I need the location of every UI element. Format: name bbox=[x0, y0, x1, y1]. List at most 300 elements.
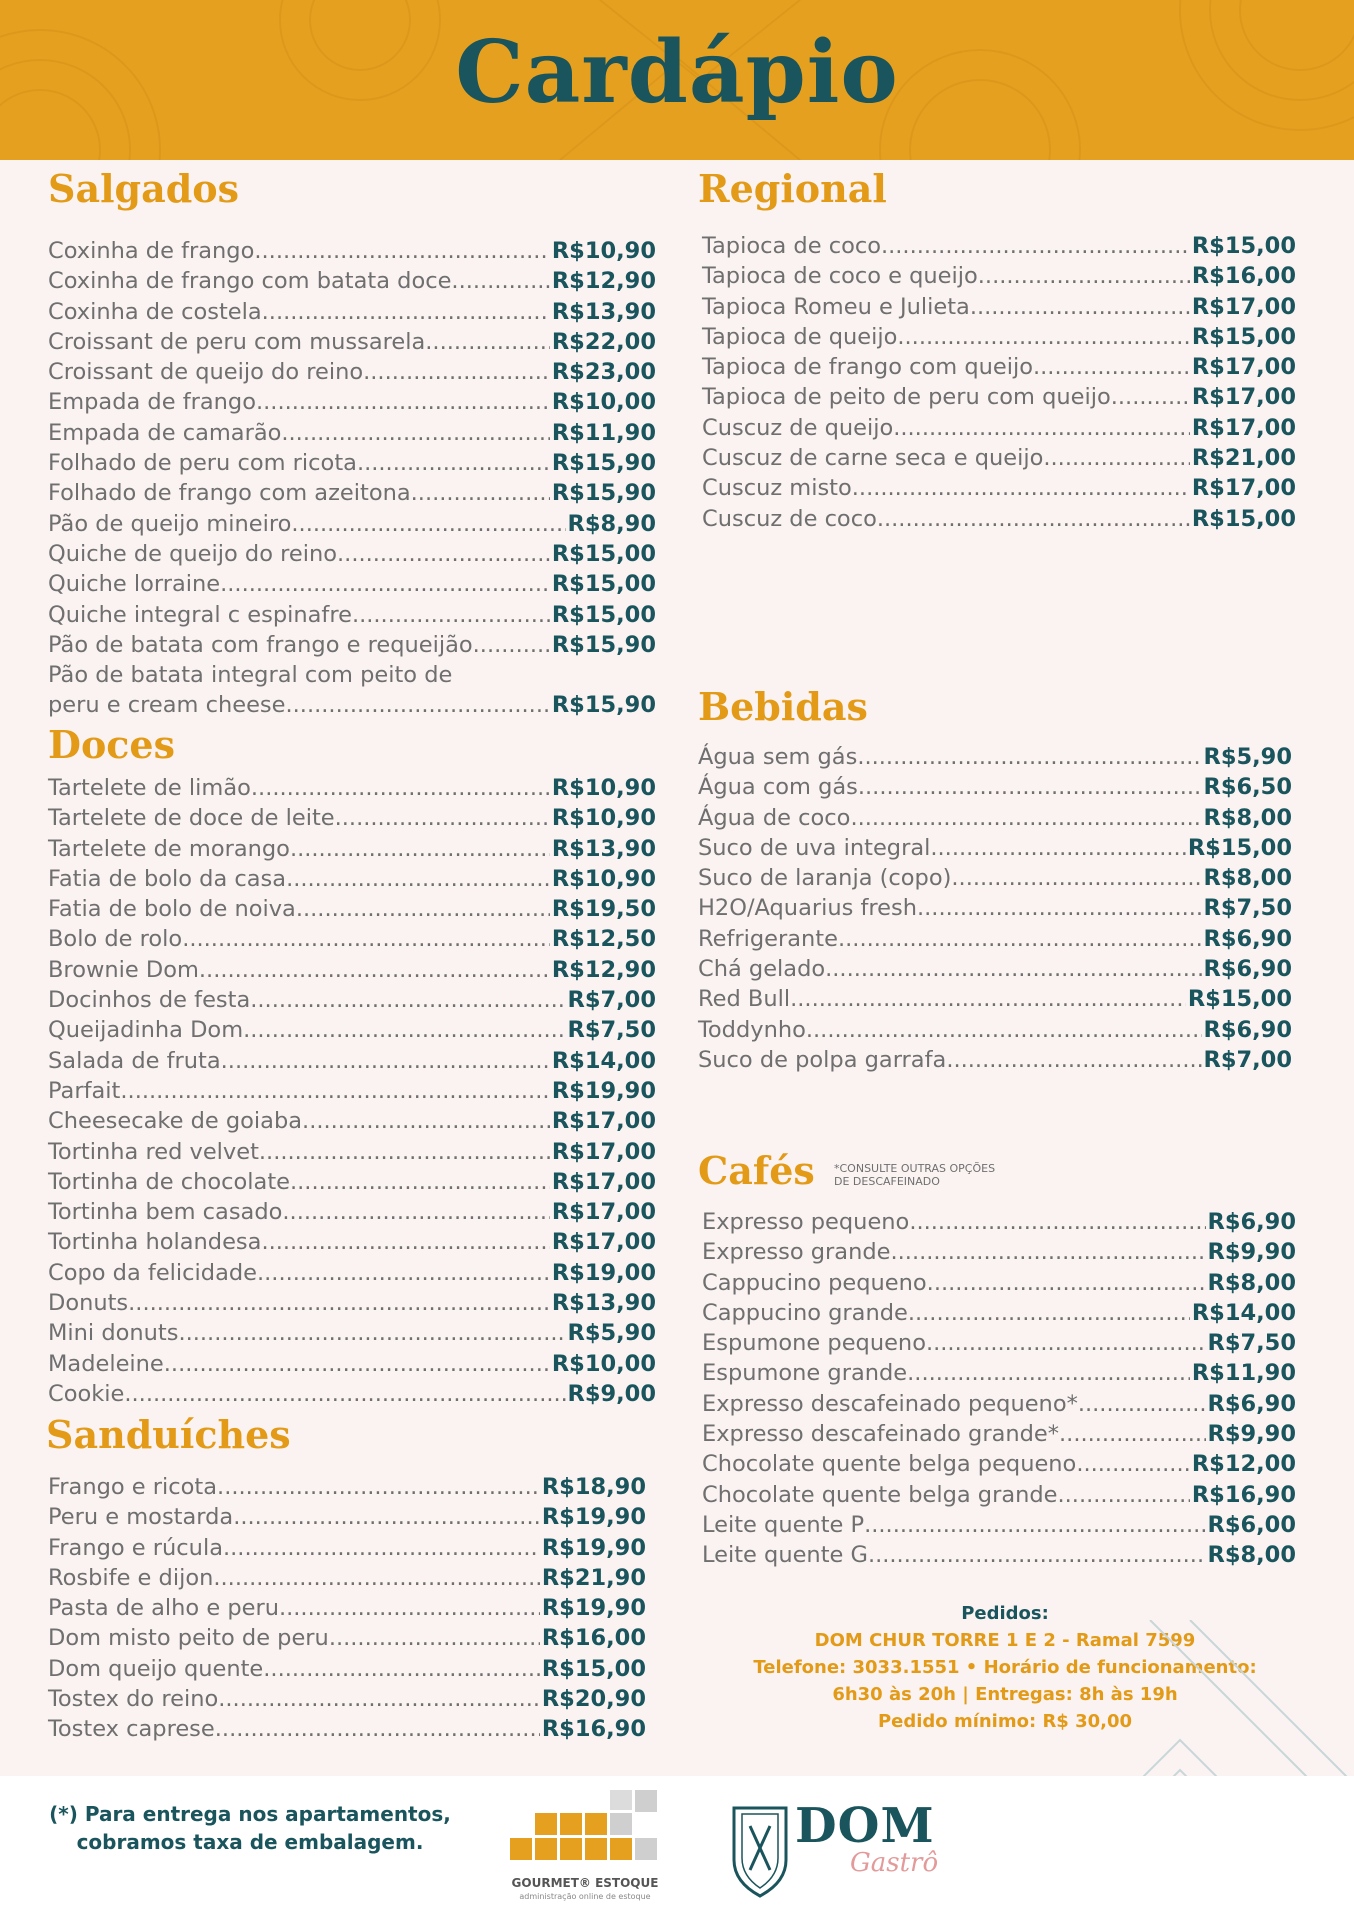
menu-item-price: R$7,50 bbox=[1207, 1330, 1296, 1357]
menu-item-price: R$6,00 bbox=[1207, 1511, 1296, 1538]
menu-item-name: Donuts bbox=[48, 1290, 129, 1317]
dot-leader bbox=[290, 1169, 550, 1195]
dot-leader bbox=[233, 1504, 540, 1530]
dot-leader bbox=[970, 294, 1190, 320]
menu-item-price: R$19,90 bbox=[551, 1077, 656, 1104]
menu-item-name: Empada de frango bbox=[48, 389, 256, 416]
menu-item bbox=[702, 294, 1296, 324]
menu-item-name: Cheesecake de goiaba bbox=[48, 1108, 303, 1135]
menu-item-name: Coxinha de costela bbox=[48, 298, 262, 325]
dot-leader bbox=[451, 268, 549, 294]
menu-item-name: Quiche integral c espinafre bbox=[48, 601, 352, 628]
menu-item-price: R$16,00 bbox=[1191, 263, 1296, 290]
dot-leader bbox=[218, 1686, 540, 1712]
dot-leader bbox=[290, 836, 550, 862]
delivery-note bbox=[40, 1800, 460, 1856]
dot-leader bbox=[282, 1199, 549, 1225]
menu-item-price: R$8,00 bbox=[1203, 865, 1292, 892]
menu-item-price: R$17,00 bbox=[551, 1199, 656, 1226]
menu-item-name: Cappucino pequeno bbox=[702, 1269, 927, 1296]
menu-item-name: Tartelete de morango bbox=[48, 835, 290, 862]
dot-leader bbox=[857, 744, 1201, 770]
menu-item-price: R$17,00 bbox=[1191, 384, 1296, 411]
menu-item-price: R$17,00 bbox=[551, 1138, 656, 1165]
dot-leader bbox=[951, 865, 1201, 891]
dot-leader bbox=[926, 1330, 1206, 1356]
menu-item-name: Água de coco bbox=[698, 804, 851, 831]
dot-leader bbox=[199, 957, 550, 983]
menu-item bbox=[698, 956, 1292, 986]
menu-item-price: R$15,00 bbox=[1187, 986, 1292, 1013]
menu-item-name: Cuscuz de queijo bbox=[702, 414, 894, 441]
menu-item bbox=[48, 238, 656, 268]
menu-item-name: Tapioca Romeu e Julieta bbox=[702, 293, 970, 320]
dot-leader bbox=[1059, 1421, 1205, 1447]
menu-item-name: Frango e rúcula bbox=[48, 1534, 223, 1561]
gourmet-sublabel: administração online de estoque bbox=[519, 1892, 651, 1901]
section-regional-heading: Regional bbox=[698, 166, 887, 211]
menu-item-price: R$6,90 bbox=[1207, 1390, 1296, 1417]
menu-item-name: Cuscuz misto bbox=[702, 475, 852, 502]
dot-leader bbox=[164, 1351, 550, 1377]
dot-leader bbox=[858, 774, 1202, 800]
menu-item bbox=[48, 1199, 656, 1229]
page-title: Cardápio bbox=[455, 22, 899, 123]
dot-leader bbox=[178, 1320, 565, 1346]
dot-leader bbox=[335, 805, 550, 831]
dot-leader bbox=[256, 389, 550, 415]
menu-item-name: Tapioca de coco bbox=[702, 233, 881, 259]
menu-item-price: R$14,00 bbox=[551, 1047, 656, 1074]
dot-leader bbox=[893, 415, 1190, 441]
dot-leader bbox=[930, 835, 1185, 861]
dot-leader bbox=[1076, 1451, 1190, 1477]
menu-item-price: R$17,00 bbox=[551, 1229, 656, 1256]
delivery-note-line2: cobramos taxa de embalagem. bbox=[76, 1830, 424, 1854]
menu-item-price: R$6,50 bbox=[1203, 774, 1292, 801]
menu-item bbox=[702, 1482, 1296, 1512]
menu-item-name: Suco de uva integral bbox=[698, 834, 931, 861]
salgados-list bbox=[48, 238, 656, 723]
section-doces-heading: Doces bbox=[48, 722, 176, 767]
menu-item bbox=[698, 774, 1292, 804]
dot-leader bbox=[850, 805, 1201, 831]
menu-item-name: Toddynho bbox=[698, 1016, 806, 1043]
order-info-line4: Pedido mínimo: R$ 30,00 bbox=[877, 1711, 1133, 1732]
menu-item bbox=[48, 1108, 656, 1138]
menu-item bbox=[48, 1381, 656, 1411]
menu-item-price: R$10,90 bbox=[551, 238, 656, 264]
menu-item-name: Folhado de peru com ricota bbox=[48, 450, 357, 477]
order-info-line2: Telefone: 3033.1551 • Horário de funcionamento: bbox=[753, 1657, 1257, 1678]
menu-item-name: Quiche lorraine bbox=[48, 571, 221, 598]
menu-item-price: R$8,00 bbox=[1203, 804, 1292, 831]
menu-item-name: Fatia de bolo da casa bbox=[48, 865, 287, 892]
cafes-note-line1: *CONSULTE OUTRAS OPÇÕES bbox=[834, 1162, 996, 1175]
menu-item-price: R$9,00 bbox=[567, 1380, 656, 1407]
menu-item-price: R$13,90 bbox=[551, 298, 656, 325]
dot-leader bbox=[909, 1209, 1205, 1235]
menu-item bbox=[698, 1017, 1292, 1047]
cafes-note-line2: DE DESCAFEINADO bbox=[834, 1175, 940, 1188]
menu-item bbox=[702, 324, 1296, 354]
dot-leader bbox=[908, 1300, 1190, 1326]
menu-item-name: Croissant de peru com mussarela bbox=[48, 328, 426, 355]
menu-item-price: R$15,00 bbox=[1191, 233, 1296, 259]
menu-item-name: Empada de camarão bbox=[48, 419, 282, 446]
menu-item-name: Chocolate quente belga grande bbox=[702, 1481, 1058, 1508]
menu-item-price: R$17,00 bbox=[1191, 475, 1296, 502]
menu-item-name: Brownie Dom bbox=[48, 956, 199, 983]
menu-item-price: R$6,90 bbox=[1203, 925, 1292, 952]
menu-item bbox=[698, 865, 1292, 895]
menu-item-name: Tortinha bem casado bbox=[48, 1199, 283, 1226]
dot-leader bbox=[1111, 384, 1190, 410]
menu-item bbox=[698, 926, 1292, 956]
dot-leader bbox=[291, 511, 565, 537]
menu-item bbox=[702, 1421, 1296, 1451]
menu-item-name: Leite quente G bbox=[702, 1542, 868, 1569]
menu-item bbox=[702, 1270, 1296, 1300]
menu-item bbox=[48, 1686, 646, 1716]
menu-item bbox=[48, 775, 656, 805]
menu-item-price: R$10,00 bbox=[551, 389, 656, 416]
menu-item-name: Cuscuz de carne seca e queijo bbox=[702, 445, 1044, 472]
menu-item-price: R$19,50 bbox=[551, 896, 656, 923]
menu-item-name: Espumone grande bbox=[702, 1360, 908, 1387]
dot-leader bbox=[261, 1229, 549, 1255]
menu-item-price: R$16,00 bbox=[541, 1625, 646, 1652]
menu-item bbox=[702, 1512, 1296, 1542]
menu-item-name: Bolo de rolo bbox=[48, 926, 183, 953]
menu-item bbox=[702, 1360, 1296, 1390]
order-info-heading: Pedidos: bbox=[961, 1603, 1049, 1624]
menu-item bbox=[702, 384, 1296, 414]
order-info-line3: 6h30 às 20h | Entregas: 8h às 19h bbox=[832, 1684, 1178, 1705]
menu-item bbox=[48, 511, 656, 541]
menu-item-name: Fatia de bolo de noiva bbox=[48, 896, 296, 923]
menu-item-price: R$19,90 bbox=[541, 1595, 646, 1622]
dot-leader bbox=[302, 1108, 550, 1134]
menu-item bbox=[48, 299, 656, 329]
dot-leader bbox=[946, 1047, 1201, 1073]
menu-item bbox=[48, 926, 656, 956]
menu-item-name: Pão de batata integral com peito de bbox=[48, 662, 453, 689]
menu-item bbox=[48, 359, 656, 389]
sanduiches-list bbox=[48, 1474, 646, 1747]
menu-item-name: Salada de fruta bbox=[48, 1047, 221, 1074]
menu-item bbox=[702, 445, 1296, 475]
menu-item-price: R$17,00 bbox=[1191, 414, 1296, 441]
menu-item bbox=[702, 1239, 1296, 1269]
menu-item-price: R$10,90 bbox=[551, 775, 656, 801]
menu-item-price: R$17,00 bbox=[551, 1108, 656, 1135]
dot-leader bbox=[337, 541, 550, 567]
menu-item-name: Mini donuts bbox=[48, 1320, 179, 1347]
menu-item-name: Red Bull bbox=[698, 986, 791, 1013]
menu-item bbox=[702, 354, 1296, 384]
menu-item-name: Água sem gás bbox=[698, 744, 858, 770]
menu-item-price: R$12,90 bbox=[551, 268, 656, 295]
menu-item-name: Queijadinha Dom bbox=[48, 1017, 244, 1044]
gourmet-label: GOURMET® ESTOQUE bbox=[511, 1876, 659, 1890]
menu-item bbox=[48, 632, 656, 662]
section-bebidas-heading: Bebidas bbox=[698, 684, 868, 729]
menu-item-price: R$20,90 bbox=[541, 1686, 646, 1713]
menu-item-price: R$16,90 bbox=[541, 1716, 646, 1743]
menu-item-price: R$15,00 bbox=[551, 540, 656, 567]
section-salgados-heading: Salgados bbox=[48, 166, 240, 211]
dot-leader bbox=[1078, 1391, 1206, 1417]
dot-leader bbox=[223, 1535, 540, 1561]
menu-item-price: R$23,00 bbox=[551, 359, 656, 386]
menu-item bbox=[698, 1047, 1292, 1077]
menu-item-name: Dom misto peito de peru bbox=[48, 1625, 329, 1652]
menu-item-name: Frango e ricota bbox=[48, 1474, 218, 1500]
dot-leader bbox=[352, 602, 550, 628]
menu-item-price: R$12,90 bbox=[551, 956, 656, 983]
menu-item-multiline-first bbox=[48, 662, 656, 692]
bebidas-list bbox=[698, 744, 1292, 1077]
menu-item-price: R$7,50 bbox=[1203, 895, 1292, 922]
menu-item-name: Tapioca de coco e queijo bbox=[702, 263, 978, 290]
menu-item bbox=[48, 1260, 656, 1290]
menu-item-price: R$15,90 bbox=[551, 692, 656, 719]
menu-item bbox=[702, 415, 1296, 445]
menu-item bbox=[48, 268, 656, 298]
menu-item-name: Croissant de queijo do reino bbox=[48, 359, 364, 386]
dot-leader bbox=[473, 632, 550, 658]
menu-item-price: R$21,90 bbox=[541, 1564, 646, 1591]
menu-item bbox=[702, 475, 1296, 505]
dot-leader bbox=[220, 571, 550, 597]
menu-item bbox=[48, 1565, 646, 1595]
menu-item bbox=[48, 1169, 656, 1199]
menu-item-name: Expresso descafeinado pequeno* bbox=[702, 1390, 1078, 1417]
menu-item-name: Cappucino grande bbox=[702, 1299, 908, 1326]
menu-item-name: Suco de polpa garrafa bbox=[698, 1046, 947, 1073]
menu-item bbox=[48, 1504, 646, 1534]
menu-item-name: Copo da felicidade bbox=[48, 1259, 257, 1286]
menu-item bbox=[48, 957, 656, 987]
dot-leader bbox=[357, 450, 550, 476]
menu-item bbox=[48, 1290, 656, 1320]
menu-item bbox=[48, 571, 656, 601]
menu-item-name: Coxinha de frango bbox=[48, 238, 255, 264]
menu-item-name: Tortinha de chocolate bbox=[48, 1168, 290, 1195]
menu-item-price: R$9,90 bbox=[1207, 1239, 1296, 1266]
dot-leader bbox=[250, 987, 565, 1013]
dot-leader bbox=[838, 926, 1202, 952]
menu-item-price: R$11,90 bbox=[1191, 1360, 1296, 1387]
menu-item bbox=[48, 896, 656, 926]
menu-item-price: R$17,00 bbox=[551, 1168, 656, 1195]
menu-item-price: R$15,00 bbox=[541, 1655, 646, 1682]
menu-item-name: Folhado de frango com azeitona bbox=[48, 480, 411, 507]
menu-item-name: Tapioca de frango com queijo bbox=[702, 354, 1033, 381]
menu-item-price: R$17,00 bbox=[1191, 293, 1296, 320]
menu-item bbox=[48, 1474, 646, 1504]
dot-leader bbox=[897, 324, 1189, 350]
menu-item bbox=[48, 1048, 656, 1078]
dot-leader bbox=[852, 475, 1190, 501]
menu-item bbox=[48, 1229, 656, 1259]
header-banner bbox=[0, 0, 1354, 160]
menu-item-price: R$13,90 bbox=[551, 835, 656, 862]
menu-item bbox=[48, 1656, 646, 1686]
dot-leader bbox=[279, 1595, 540, 1621]
menu-item-price: R$6,90 bbox=[1207, 1209, 1296, 1235]
menu-item-name: Tartelete de limão bbox=[48, 775, 251, 801]
regional-list bbox=[702, 233, 1296, 536]
menu-item-name: peru e cream cheese bbox=[48, 692, 286, 719]
menu-item-name: Tartelete de doce de leite bbox=[48, 805, 335, 832]
menu-item-name: Dom queijo quente bbox=[48, 1655, 264, 1682]
dot-leader bbox=[411, 480, 550, 506]
dot-leader bbox=[120, 1078, 549, 1104]
menu-item-price: R$15,00 bbox=[1191, 505, 1296, 532]
dot-leader bbox=[128, 1290, 550, 1316]
menu-item-price: R$11,90 bbox=[551, 419, 656, 446]
dot-leader bbox=[281, 420, 549, 446]
menu-item bbox=[48, 1716, 646, 1746]
menu-item bbox=[702, 1209, 1296, 1239]
menu-item-name: Tortinha red velvet bbox=[48, 1138, 259, 1165]
cafes-note bbox=[834, 1162, 1034, 1188]
menu-item-price: R$15,00 bbox=[1187, 834, 1292, 861]
dot-leader bbox=[215, 1716, 540, 1742]
menu-item bbox=[702, 263, 1296, 293]
menu-item-price: R$15,00 bbox=[551, 571, 656, 598]
menu-item bbox=[48, 450, 656, 480]
menu-item-price: R$6,90 bbox=[1203, 1016, 1292, 1043]
menu-item-name: Expresso pequeno bbox=[702, 1209, 910, 1235]
menu-item bbox=[48, 987, 656, 1017]
dot-leader bbox=[124, 1381, 565, 1407]
menu-item-name: Pão de queijo mineiro bbox=[48, 510, 292, 537]
menu-item bbox=[698, 805, 1292, 835]
menu-item-price: R$13,90 bbox=[551, 1290, 656, 1317]
menu-item-price: R$5,90 bbox=[1203, 744, 1292, 770]
dot-leader bbox=[221, 1048, 550, 1074]
order-info-line1: DOM CHUR TORRE 1 E 2 - Ramal 7599 bbox=[814, 1630, 1196, 1651]
menu-item-price: R$14,00 bbox=[1191, 1299, 1296, 1326]
menu-item bbox=[48, 389, 656, 419]
menu-item bbox=[702, 233, 1296, 263]
menu-item-price: R$12,50 bbox=[551, 926, 656, 953]
dot-leader bbox=[262, 299, 550, 325]
menu-item-name: Chá gelado bbox=[698, 956, 826, 983]
dot-leader bbox=[868, 1542, 1206, 1568]
menu-item-price: R$10,00 bbox=[551, 1350, 656, 1377]
menu-item-name: Peru e mostarda bbox=[48, 1504, 234, 1531]
dot-leader bbox=[254, 238, 549, 264]
menu-item bbox=[48, 805, 656, 835]
menu-item-price: R$6,90 bbox=[1203, 956, 1292, 983]
menu-item-name: Coxinha de frango com batata doce bbox=[48, 268, 452, 295]
doces-list bbox=[48, 775, 656, 1411]
dot-leader bbox=[263, 1656, 540, 1682]
menu-item-price: R$7,50 bbox=[567, 1017, 656, 1044]
dot-leader bbox=[257, 1260, 550, 1286]
menu-item-price: R$8,90 bbox=[567, 510, 656, 537]
dot-leader bbox=[251, 775, 550, 801]
menu-item-name: Cuscuz de coco bbox=[702, 505, 877, 532]
menu-item-price: R$8,00 bbox=[1207, 1269, 1296, 1296]
dot-leader bbox=[1033, 354, 1190, 380]
menu-item bbox=[48, 602, 656, 632]
menu-item-name: Tortinha holandesa bbox=[48, 1229, 262, 1256]
menu-item-price: R$19,00 bbox=[551, 1259, 656, 1286]
menu-item-price: R$15,00 bbox=[1191, 323, 1296, 350]
menu-item-name: Tostex do reino bbox=[48, 1686, 219, 1713]
menu-item-price: R$8,00 bbox=[1207, 1542, 1296, 1569]
dot-leader bbox=[286, 866, 550, 892]
menu-item bbox=[48, 1351, 656, 1381]
menu-item bbox=[702, 1542, 1296, 1572]
dom-logo-text: DOM bbox=[795, 1798, 935, 1854]
menu-item-name: Tapioca de queijo bbox=[702, 323, 898, 350]
menu-item-price: R$18,90 bbox=[541, 1474, 646, 1500]
menu-item bbox=[48, 480, 656, 510]
dot-leader bbox=[790, 986, 1186, 1012]
dot-leader bbox=[806, 1017, 1202, 1043]
section-cafes-heading: Cafés bbox=[698, 1148, 815, 1193]
menu-item-price: R$19,90 bbox=[541, 1534, 646, 1561]
menu-item bbox=[48, 420, 656, 450]
menu-item-price: R$5,90 bbox=[567, 1320, 656, 1347]
menu-item-name: Refrigerante bbox=[698, 925, 838, 952]
menu-item-price: R$15,00 bbox=[551, 601, 656, 628]
dot-leader bbox=[877, 506, 1190, 532]
menu-item-name: Quiche de queijo do reino bbox=[48, 540, 338, 567]
menu-item-name: Água com gás bbox=[698, 774, 858, 801]
menu-item bbox=[48, 866, 656, 896]
dot-leader bbox=[286, 692, 550, 718]
menu-item bbox=[48, 1535, 646, 1565]
menu-item bbox=[48, 836, 656, 866]
dot-leader bbox=[259, 1139, 550, 1165]
menu-item-name: Madeleine bbox=[48, 1350, 164, 1377]
menu-item-name: Expresso grande bbox=[702, 1239, 891, 1266]
menu-item bbox=[698, 744, 1292, 774]
dot-leader bbox=[182, 926, 550, 952]
menu-item bbox=[48, 1017, 656, 1047]
menu-item bbox=[48, 1078, 656, 1108]
menu-item bbox=[48, 1625, 646, 1655]
menu-item-name: Leite quente P bbox=[702, 1511, 865, 1538]
menu-item bbox=[48, 1320, 656, 1350]
menu-item-name: Espumone pequeno bbox=[702, 1330, 926, 1357]
menu-item-name: H2O/Aquarius fresh bbox=[698, 895, 917, 922]
menu-item-price: R$21,00 bbox=[1191, 445, 1296, 472]
dot-leader bbox=[917, 895, 1202, 921]
menu-item-price: R$15,90 bbox=[551, 631, 656, 658]
dot-leader bbox=[825, 956, 1201, 982]
menu-item-price: R$7,00 bbox=[1203, 1046, 1292, 1073]
menu-item-name: Tapioca de peito de peru com queijo bbox=[702, 384, 1111, 411]
menu-item-price: R$15,90 bbox=[551, 480, 656, 507]
dot-leader bbox=[217, 1474, 540, 1500]
menu-item-price: R$22,00 bbox=[551, 328, 656, 355]
menu-item bbox=[702, 1451, 1296, 1481]
menu-item bbox=[702, 1330, 1296, 1360]
menu-item-price: R$19,90 bbox=[541, 1504, 646, 1531]
menu-item-name: Chocolate quente belga pequeno bbox=[702, 1451, 1077, 1478]
menu-item-name: Tostex caprese bbox=[48, 1716, 215, 1743]
menu-item bbox=[702, 1391, 1296, 1421]
dot-leader bbox=[213, 1565, 539, 1591]
